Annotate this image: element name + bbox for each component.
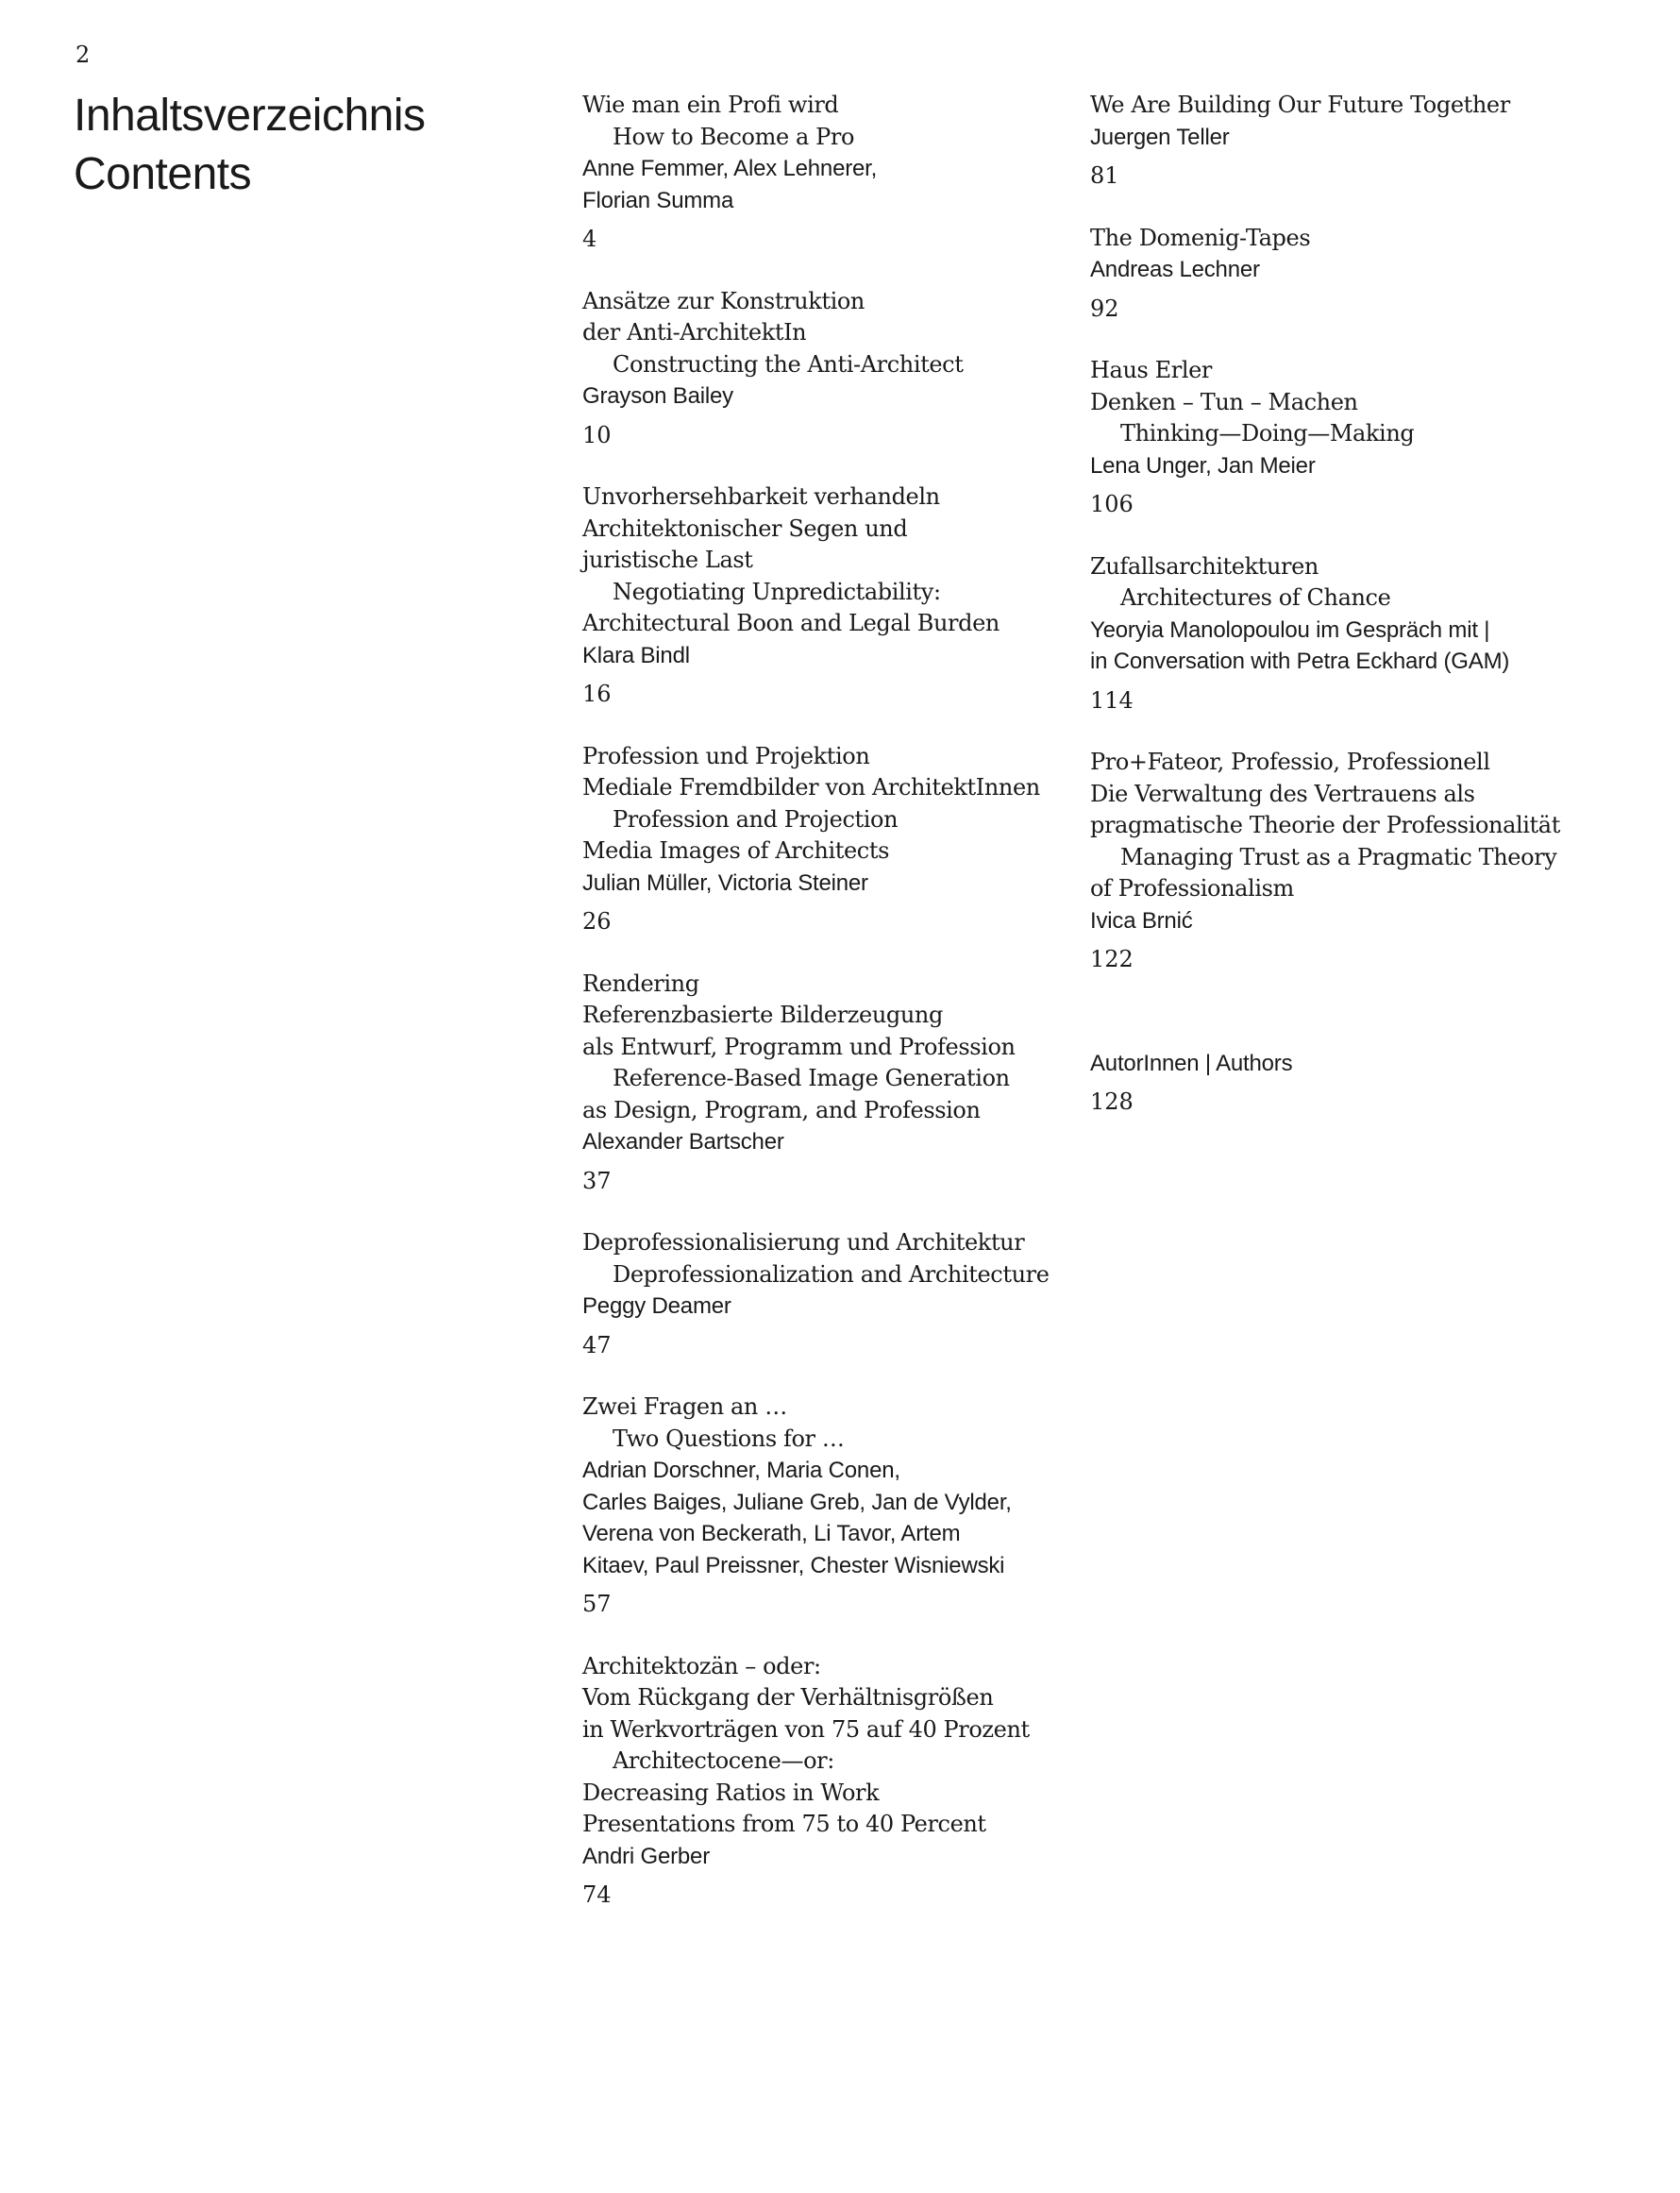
toc-column-right bbox=[1090, 90, 1619, 1149]
page-number: 2 bbox=[76, 42, 91, 68]
entry-author-line: Grayson Bailey bbox=[582, 383, 733, 409]
toc-entry[interactable] bbox=[582, 90, 1073, 256]
entry-title-line: We Are Building Our Future Together bbox=[1090, 92, 1510, 118]
entry-page-number: 114 bbox=[1090, 686, 1134, 714]
title-german: Inhaltsverzeichnis bbox=[74, 91, 426, 141]
entry-title-line: Architectocene—or: bbox=[613, 1747, 834, 1774]
entry-author-line: Anne Femmer, Alex Lehnerer, bbox=[582, 156, 878, 181]
toc-entry[interactable] bbox=[1090, 90, 1619, 193]
entry-author-line: Juergen Teller bbox=[1090, 124, 1230, 150]
entry-author-line: Kitaev, Paul Preissner, Chester Wisniewski bbox=[582, 1552, 1005, 1578]
toc-entry[interactable] bbox=[582, 481, 1073, 711]
entry-title-line: Mediale Fremdbilder von ArchitektInnen bbox=[582, 774, 1040, 801]
entry-author-line: Julian Müller, Victoria Steiner bbox=[582, 869, 868, 896]
entry-title-line: Architectural Boon and Legal Burden bbox=[582, 610, 1000, 636]
toc-entry[interactable] bbox=[1090, 551, 1619, 717]
entry-author-line: Yeoryia Manolopoulou im Gespräch mit | bbox=[1090, 616, 1490, 643]
toc-entry[interactable] bbox=[582, 1651, 1073, 1912]
entry-page-number: 74 bbox=[582, 1881, 612, 1908]
entry-title-line: der Anti-ArchitektIn bbox=[582, 319, 807, 346]
entry-title-line: Profession and Projection bbox=[613, 805, 899, 833]
page-title bbox=[74, 87, 426, 204]
entry-page-number: 26 bbox=[582, 908, 612, 935]
entry-title-line: Ansätze zur Konstruktion bbox=[582, 287, 865, 314]
entry-title-line: Media Images of Architects bbox=[582, 837, 890, 864]
entry-page-number: 16 bbox=[582, 681, 612, 707]
entry-title-line: as Design, Program, and Profession bbox=[582, 1096, 981, 1123]
entry-title-line: Architektonischer Segen und bbox=[582, 515, 908, 542]
entry-title-line: Profession und Projektion bbox=[582, 742, 870, 769]
entry-author-line: Andri Gerber bbox=[582, 1843, 710, 1869]
entry-title-line: Negotiating Unpredictability: bbox=[613, 578, 941, 605]
entry-spacer bbox=[1090, 1006, 1619, 1048]
entry-page-number: 128 bbox=[1090, 1088, 1134, 1115]
entry-page-number: 37 bbox=[582, 1167, 612, 1194]
entry-title-line: Denken – Tun – Machen bbox=[1090, 388, 1358, 415]
entry-title-line: Haus Erler bbox=[1090, 357, 1212, 383]
toc-entry[interactable] bbox=[1090, 1048, 1619, 1119]
entry-title-line: The Domenig-Tapes bbox=[1090, 224, 1311, 251]
entry-title-line: Rendering bbox=[582, 970, 699, 997]
entry-author-line: Adrian Dorschner, Maria Conen, bbox=[582, 1458, 900, 1483]
toc-entry[interactable] bbox=[582, 741, 1073, 938]
entry-author-line: Ivica Brnić bbox=[1090, 907, 1193, 934]
toc-entry[interactable] bbox=[582, 969, 1073, 1198]
entry-title-line: Decreasing Ratios in Work bbox=[582, 1779, 880, 1806]
entry-author-line: Klara Bindl bbox=[582, 642, 690, 668]
toc-entry[interactable] bbox=[1090, 223, 1619, 326]
entry-page-number: 10 bbox=[582, 421, 612, 448]
toc-entry[interactable] bbox=[582, 286, 1073, 452]
entry-title-line: Deprofessionalization and Architecture bbox=[613, 1260, 1050, 1288]
entry-title-line: Reference-Based Image Generation bbox=[613, 1065, 1010, 1091]
entry-title-line: Thinking—Doing—Making bbox=[1120, 420, 1415, 447]
entry-page-number: 122 bbox=[1090, 946, 1134, 972]
entry-title-line: juristische Last bbox=[582, 547, 753, 573]
entry-author-line: Verena von Beckerath, Li Tavor, Artem bbox=[582, 1521, 961, 1546]
entry-title-line: Architektozän – oder: bbox=[582, 1652, 821, 1679]
entry-author-line: Andreas Lechner bbox=[1090, 257, 1260, 282]
entry-title-line: pragmatische Theorie der Professionalität bbox=[1090, 812, 1560, 838]
entry-title-line: Referenzbasierte Bilderzeugung bbox=[582, 1002, 943, 1028]
entry-title-line: Deprofessionalisierung und Architektur bbox=[582, 1229, 1025, 1256]
entry-title-line: Die Verwaltung des Vertrauens als bbox=[1090, 780, 1475, 807]
entry-title-line: of Professionalism bbox=[1090, 875, 1294, 902]
toc-entry[interactable] bbox=[582, 1227, 1073, 1361]
entry-author-line: Peggy Deamer bbox=[582, 1293, 731, 1319]
toc-entry[interactable] bbox=[1090, 355, 1619, 521]
entry-author-line: in Conversation with Petra Eckhard (GAM) bbox=[1090, 649, 1510, 674]
entry-page-number: 4 bbox=[582, 226, 597, 252]
entry-title-line: Vom Rückgang der Verhältnisgrößen bbox=[582, 1684, 994, 1711]
entry-page-number: 106 bbox=[1090, 491, 1134, 517]
toc-column-left bbox=[582, 90, 1073, 1942]
entry-page-number: 57 bbox=[582, 1591, 612, 1617]
entry-author-line: Alexander Bartscher bbox=[582, 1129, 784, 1155]
entry-author-line: AutorInnen | Authors bbox=[1090, 1050, 1293, 1076]
entry-page-number: 81 bbox=[1090, 162, 1119, 189]
entry-author-line: Lena Unger, Jan Meier bbox=[1090, 452, 1316, 479]
entry-title-line: Zufallsarchitekturen bbox=[1090, 552, 1319, 580]
entry-title-line: Wie man ein Profi wird bbox=[582, 92, 839, 118]
entry-page-number: 92 bbox=[1090, 295, 1119, 322]
entry-author-line: Florian Summa bbox=[582, 187, 734, 213]
title-english: Contents bbox=[74, 149, 252, 199]
entry-title-line: Managing Trust as a Pragmatic Theory bbox=[1120, 843, 1557, 870]
entry-title-line: in Werkvorträgen von 75 auf 40 Prozent bbox=[582, 1715, 1030, 1743]
entry-title-line: Two Questions for … bbox=[613, 1425, 845, 1452]
entry-title-line: als Entwurf, Programm und Profession bbox=[582, 1033, 1016, 1060]
entry-title-line: How to Become a Pro bbox=[613, 123, 855, 150]
entry-title-line: Constructing the Anti-Architect bbox=[613, 350, 964, 378]
toc-entry[interactable] bbox=[1090, 747, 1619, 976]
entry-title-line: Pro+Fateor, Professio, Professionell bbox=[1090, 749, 1490, 775]
entry-title-line: Presentations from 75 to 40 Percent bbox=[582, 1811, 986, 1837]
toc-entry[interactable] bbox=[582, 1392, 1073, 1621]
entry-author-line: Carles Baiges, Juliane Greb, Jan de Vylder, bbox=[582, 1489, 1012, 1515]
entry-title-line: Zwei Fragen an … bbox=[582, 1393, 787, 1420]
entry-page-number: 47 bbox=[582, 1331, 612, 1358]
entry-title-line: Unvorhersehbarkeit verhandeln bbox=[582, 483, 940, 510]
entry-title-line: Architectures of Chance bbox=[1120, 584, 1391, 611]
